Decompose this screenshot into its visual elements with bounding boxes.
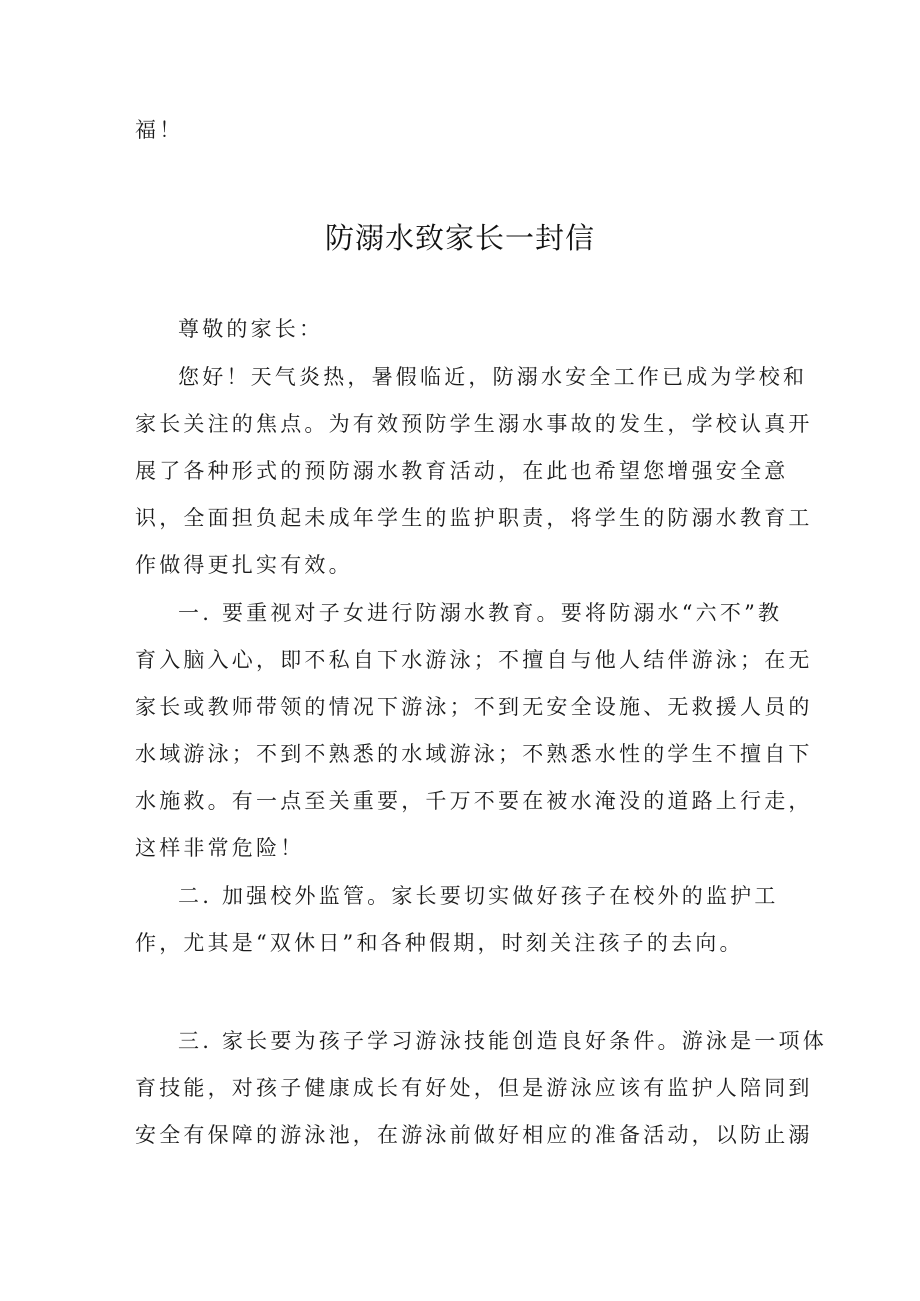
- paragraph-line: 育入脑入心，即不私自下水游泳；不擅自与他人结伴游泳；在无: [135, 648, 813, 672]
- paragraph-line: 二. 加强校外监管。家长要切实做好孩子在校外的监护工: [178, 884, 779, 908]
- paragraph-line: 这样非常危险！: [135, 836, 305, 860]
- paragraph-line: 一. 要重视对子女进行防溺水教育。要将防溺水“六不”教: [178, 601, 783, 625]
- paragraph-line: 家长或教师带领的情况下游泳；不到无安全设施、无救援人员的: [135, 695, 813, 719]
- paragraph-line: 识，全面担负起未成年学生的监护职责，将学生的防溺水教育工: [135, 506, 813, 530]
- paragraph-line: 您好！天气炎热，暑假临近，防溺水安全工作已成为学校和: [178, 365, 808, 389]
- paragraph-line: 水施救。有一点至关重要，千万不要在被水淹没的道路上行走，: [135, 789, 813, 813]
- paragraph-line: 三. 家长要为孩子学习游泳技能创造良好条件。游泳是一项体: [178, 1029, 827, 1053]
- paragraph-line: 水域游泳；不到不熟悉的水域游泳；不熟悉水性的学生不擅自下: [135, 742, 813, 766]
- paragraph-line: 安全有保障的游泳池，在游泳前做好相应的准备活动，以防止溺: [135, 1123, 813, 1147]
- page-title: 防溺水致家长一封信: [324, 221, 595, 255]
- paragraph-line: 作，尤其是“双休日”和各种假期，时刻关注孩子的去向。: [135, 931, 744, 955]
- carryover-text: 福！: [135, 118, 184, 142]
- salutation: 尊敬的家长：: [178, 317, 324, 341]
- paragraph-line: 育技能，对孩子健康成长有好处，但是游泳应该有监护人陪同到: [135, 1076, 813, 1100]
- paragraph-line: 家长关注的焦点。为有效预防学生溺水事故的发生，学校认真开: [135, 412, 813, 436]
- paragraph-line: 展了各种形式的预防溺水教育活动，在此也希望您增强安全意: [135, 459, 789, 483]
- paragraph-line: 作做得更扎实有效。: [135, 553, 353, 577]
